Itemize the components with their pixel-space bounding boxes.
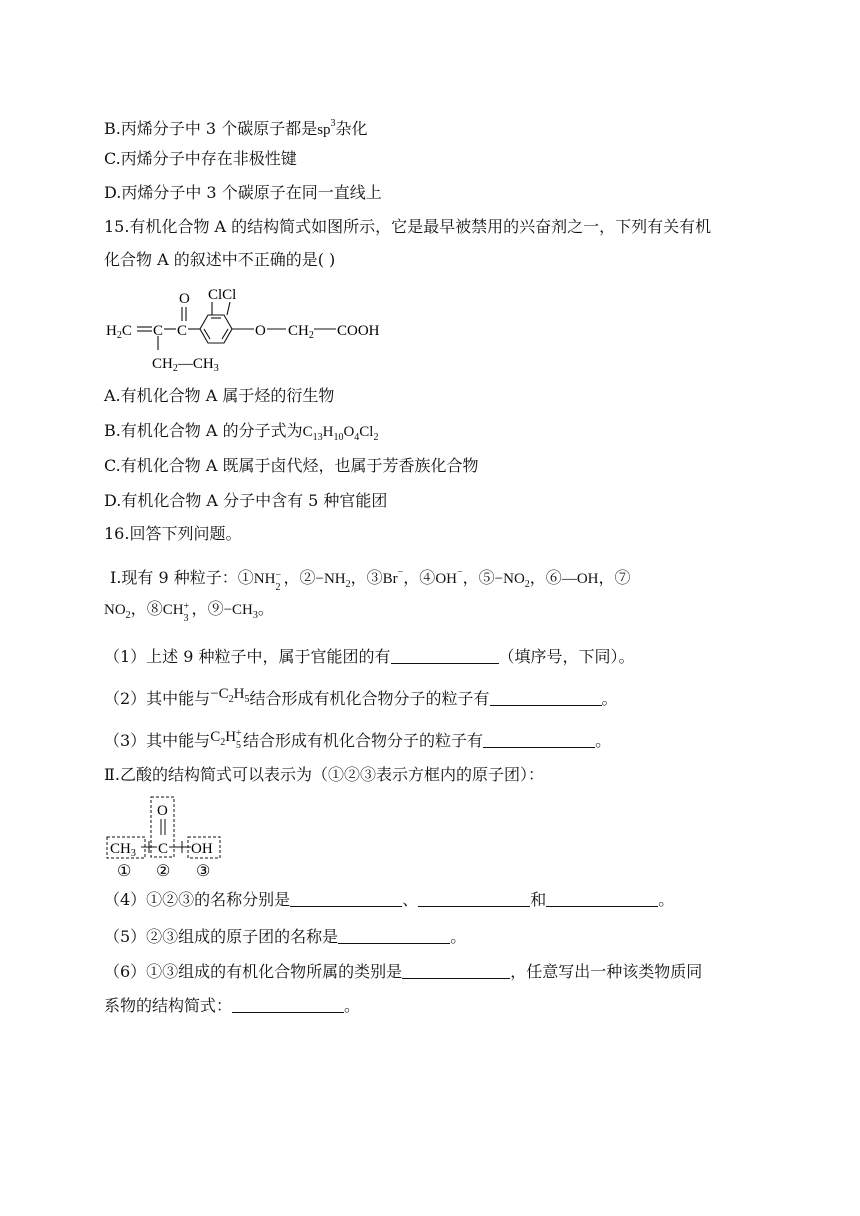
struct-ch2: $CH_2$	[288, 323, 314, 341]
acetic-label-2: ②	[156, 863, 171, 880]
q16-particles-line2: $NO_2$，⑧CH + 3 ，$⑨-CH_3$。	[104, 599, 274, 624]
struct-cooh: COOH	[337, 323, 380, 339]
struct-ethyl: $CH_2—CH_3$	[152, 356, 219, 374]
q16-sub4: （4）①②③的名称分别是 、 和 。	[104, 890, 675, 909]
struct-h2c: $H_2C$	[106, 323, 132, 341]
particle-bromide: Br−	[382, 567, 404, 587]
q16-sub6-line2: 系物的结构简式： 。	[104, 996, 361, 1015]
answer-blank-4a[interactable]	[290, 890, 402, 907]
q15-stem-line1: 15.有机化合物 A 的结构简式如图所示，它是最早被禁用的兴奋剂之一，下列有关有机	[104, 217, 712, 236]
particle-hydroxide: OH−	[435, 567, 463, 587]
q14-option-c: C.丙烯分子中存在非极性键	[104, 149, 297, 168]
answer-blank-1[interactable]	[391, 647, 499, 664]
acetic-o: O	[157, 803, 168, 819]
q16-sub6: （6）①③组成的有机化合物所属的类别是 ，任意写出一种该类物质同	[104, 962, 703, 981]
answer-blank-5[interactable]	[338, 927, 450, 944]
q14-option-b: B.丙烯分子中 3 个碳原子都是$sp^3$杂化	[104, 118, 368, 138]
q16-sub5: （5）②③组成的原子团的名称是 。	[104, 927, 467, 946]
group-ethyl-cation: $C_2H$ + 5	[210, 728, 242, 751]
sp3-formula: $sp^3$	[317, 118, 336, 138]
q16-title: 16.回答下列问题。	[104, 524, 242, 543]
answer-blank-3[interactable]	[483, 731, 595, 748]
particle-methyl-cation: CH + 3	[162, 601, 190, 624]
q16-sub2: （2）其中能与$-C_2H_5$结合形成有机化合物分子的粒子有 。	[104, 686, 618, 708]
acetic-label-1: ①	[117, 863, 132, 880]
q15-option-d: D.有机化合物 A 分子中含有 5 种官能团	[104, 491, 388, 510]
particle-methyl: $-CH_3$	[223, 602, 258, 621]
particle-hydroxyl: —OH	[561, 571, 599, 587]
acetic-c: C	[158, 841, 169, 857]
q15-option-a: A.有机化合物 A 属于烃的衍生物	[104, 386, 335, 405]
q15-option-b: B.有机化合物 A 的分子式为$C_{13}H_{10}O_4Cl_2$	[104, 421, 379, 443]
formula-c13h10o4cl2: $C_{13}H_{10}O_4Cl_2$	[302, 424, 379, 443]
q16-sub1: （1）上述 9 种粒子中，属于官能团的有 （填序号，下同）。	[104, 647, 635, 666]
struct-carbonyl-o: O	[179, 291, 190, 307]
acetic-acid-structure	[104, 794, 234, 880]
q16-particles-line1: Ⅰ.现有 9 种粒子：①NH − 2 ，$②-NH_2$，③Br−，④OH−，$⑤-NO_2$，⑥—OH，⑦	[110, 567, 631, 593]
struct-c1: C	[153, 323, 164, 339]
q16-sub3: （3）其中能与$C_2H$ + 5 结合形成有机化合物分子的粒子有 。	[104, 728, 612, 751]
acetic-label-3: ③	[196, 863, 211, 880]
answer-blank-4b[interactable]	[418, 890, 530, 907]
q15-stem-line2: 化合物 A 的叙述中不正确的是( )	[104, 250, 336, 269]
particle-nitro: $-NO_2$	[494, 571, 530, 590]
acetic-oh: OH	[191, 841, 213, 857]
struct-dichloro: ClCl	[208, 287, 237, 303]
particle-no2: $NO_2$	[104, 602, 131, 621]
answer-blank-6b[interactable]	[232, 996, 344, 1013]
answer-blank-2[interactable]	[490, 689, 602, 706]
struct-ether-o: O	[255, 323, 266, 339]
q15-option-c: C.有机化合物 A 既属于卤代烃，也属于芳香族化合物	[104, 456, 479, 475]
answer-blank-6a[interactable]	[402, 962, 510, 979]
q16-part2-intro: Ⅱ.乙酸的结构简式可以表示为（①②③表示方框内的原子团）：	[104, 765, 544, 784]
particle-nh2-anion: NH − 2	[253, 570, 282, 593]
q14-option-d: D.丙烯分子中 3 个碳原子在同一直线上	[104, 183, 382, 202]
compound-a-structure	[100, 278, 400, 378]
acetic-ch3: $CH_3$	[110, 841, 136, 859]
answer-blank-4c[interactable]	[546, 890, 658, 907]
struct-carbonyl-c: C	[177, 323, 188, 339]
group-ethyl: $-C_2H_5$	[210, 686, 250, 705]
particle-amino: $-NH_2$	[315, 571, 351, 590]
